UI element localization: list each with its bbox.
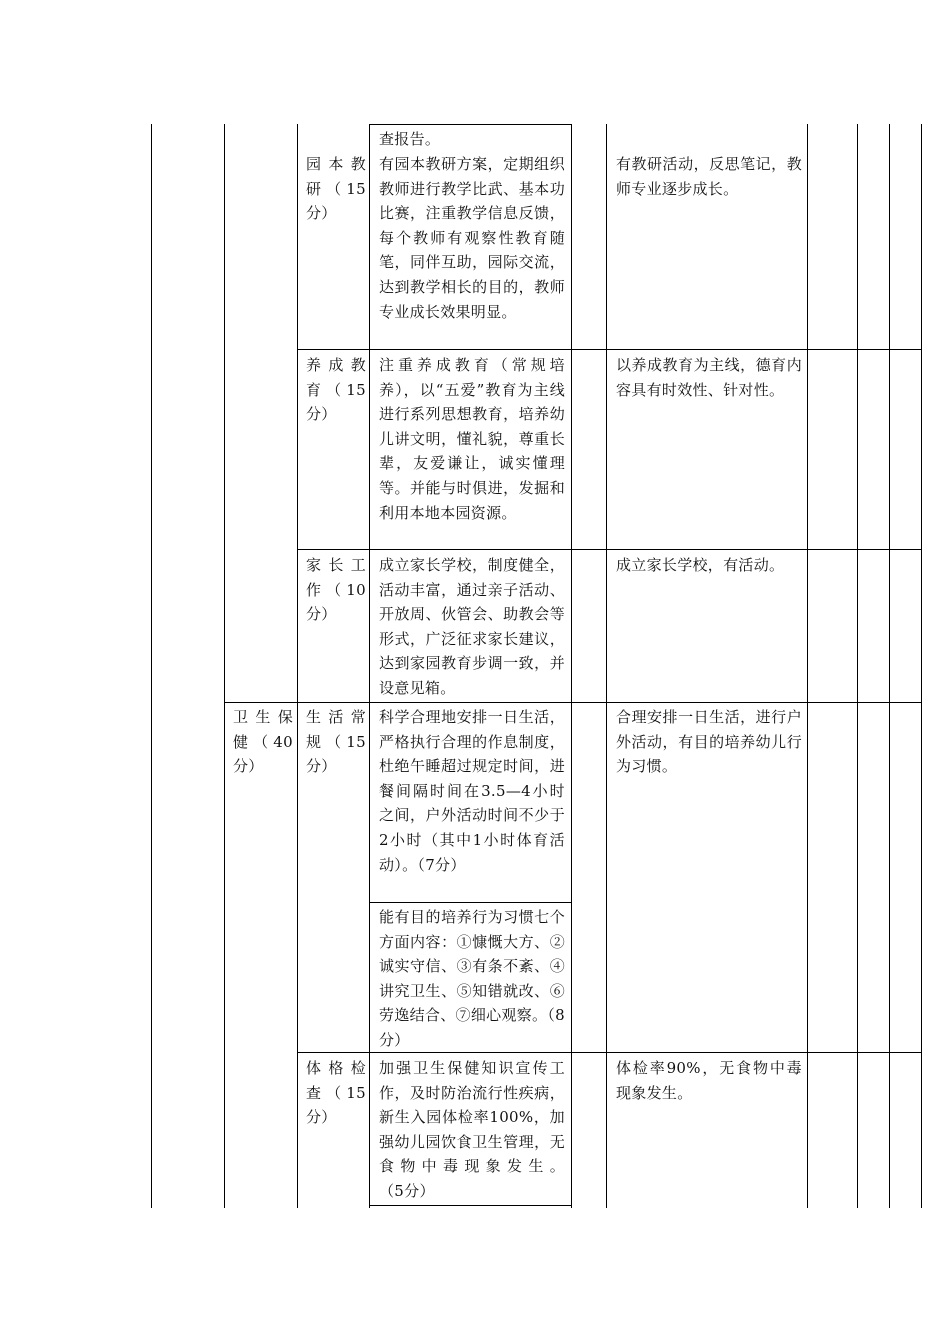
item-name: 生活常规（15分）	[306, 708, 366, 776]
item-name: 体格检查（15分）	[306, 1059, 366, 1127]
category-name: 卫生保健（40分）	[233, 708, 293, 776]
table-border-right	[921, 124, 922, 1208]
column-divider	[606, 124, 607, 1208]
requirement-text: 加强卫生保健知识宣传工作，及时防治流行性疾病，新生入园体检率100%，加强幼儿园饮食卫生管理，无食物中毒现象发生。 （5分）	[379, 1059, 596, 1200]
column-divider	[889, 124, 890, 1208]
column-divider	[297, 124, 298, 1208]
column-divider	[224, 124, 225, 1208]
requirement-text: 查报告。	[379, 130, 441, 148]
row-divider	[369, 902, 571, 903]
requirement-text: 成立家长学校，制度健全，活动丰富，通过亲子活动、开放周、伙管会、助教会等形式，广泛征求家长建议，达到家园教育步调一致，并设意见箱。	[379, 556, 565, 697]
column-divider	[369, 124, 370, 1208]
column-divider	[857, 124, 858, 1208]
row-divider	[297, 349, 921, 350]
standard-text: 成立家长学校，有活动。	[616, 556, 785, 574]
row-divider	[369, 124, 571, 125]
column-divider	[807, 124, 808, 1208]
requirement-text: 科学合理地安排一日生活，严格执行合理的作息制度，杜绝午睡超过规定时间，进餐间隔时间在3.5—4小时之间，户外活动时间不少于2小时（其中1小时体育活动）。（7分）	[379, 708, 565, 874]
standard-text: 有教研活动，反思笔记，教师专业逐步成长。	[616, 155, 802, 198]
standard-text: 体检率90%，无食物中毒现象发生。	[616, 1059, 802, 1102]
column-divider	[571, 124, 572, 1208]
item-name: 家长工作（10分）	[306, 556, 366, 624]
item-name: 园本教研（15分）	[306, 155, 366, 223]
requirement-text: 有园本教研方案，定期组织教师进行教学比武、基本功比赛，注重教学信息反馈，每个教师有观察性教育随笔，同伴互助，园际交流，达到教学相长的目的，教师专业成长效果明显。	[379, 155, 565, 321]
row-divider	[224, 702, 921, 703]
item-name: 养成教育（15分）	[306, 356, 366, 424]
table-border-left	[151, 124, 152, 1208]
row-divider	[369, 1205, 571, 1206]
row-divider	[297, 549, 921, 550]
standard-text: 以养成教育为主线，德育内容具有时效性、针对性。	[616, 356, 802, 399]
requirement-text: 注重养成教育（常规培养），以“五爱”教育为主线进行系列思想教育，培养幼儿讲文明，懂礼貌，尊重长辈，友爱谦让，诚实懂理等。并能与时俱进，发掘和利用本地本园资源。	[379, 356, 565, 522]
requirement-text-habits: 能有目的培养行为习惯七个方面内容：①慷慨大方、②诚实守信、③有条不紊、④讲究卫生、⑤知错就改、⑥劳逸结合、⑦细心观察。（8分）	[379, 908, 565, 1049]
standard-text: 合理安排一日生活，进行户外活动，有目的培养幼儿行为习惯。	[616, 708, 802, 776]
